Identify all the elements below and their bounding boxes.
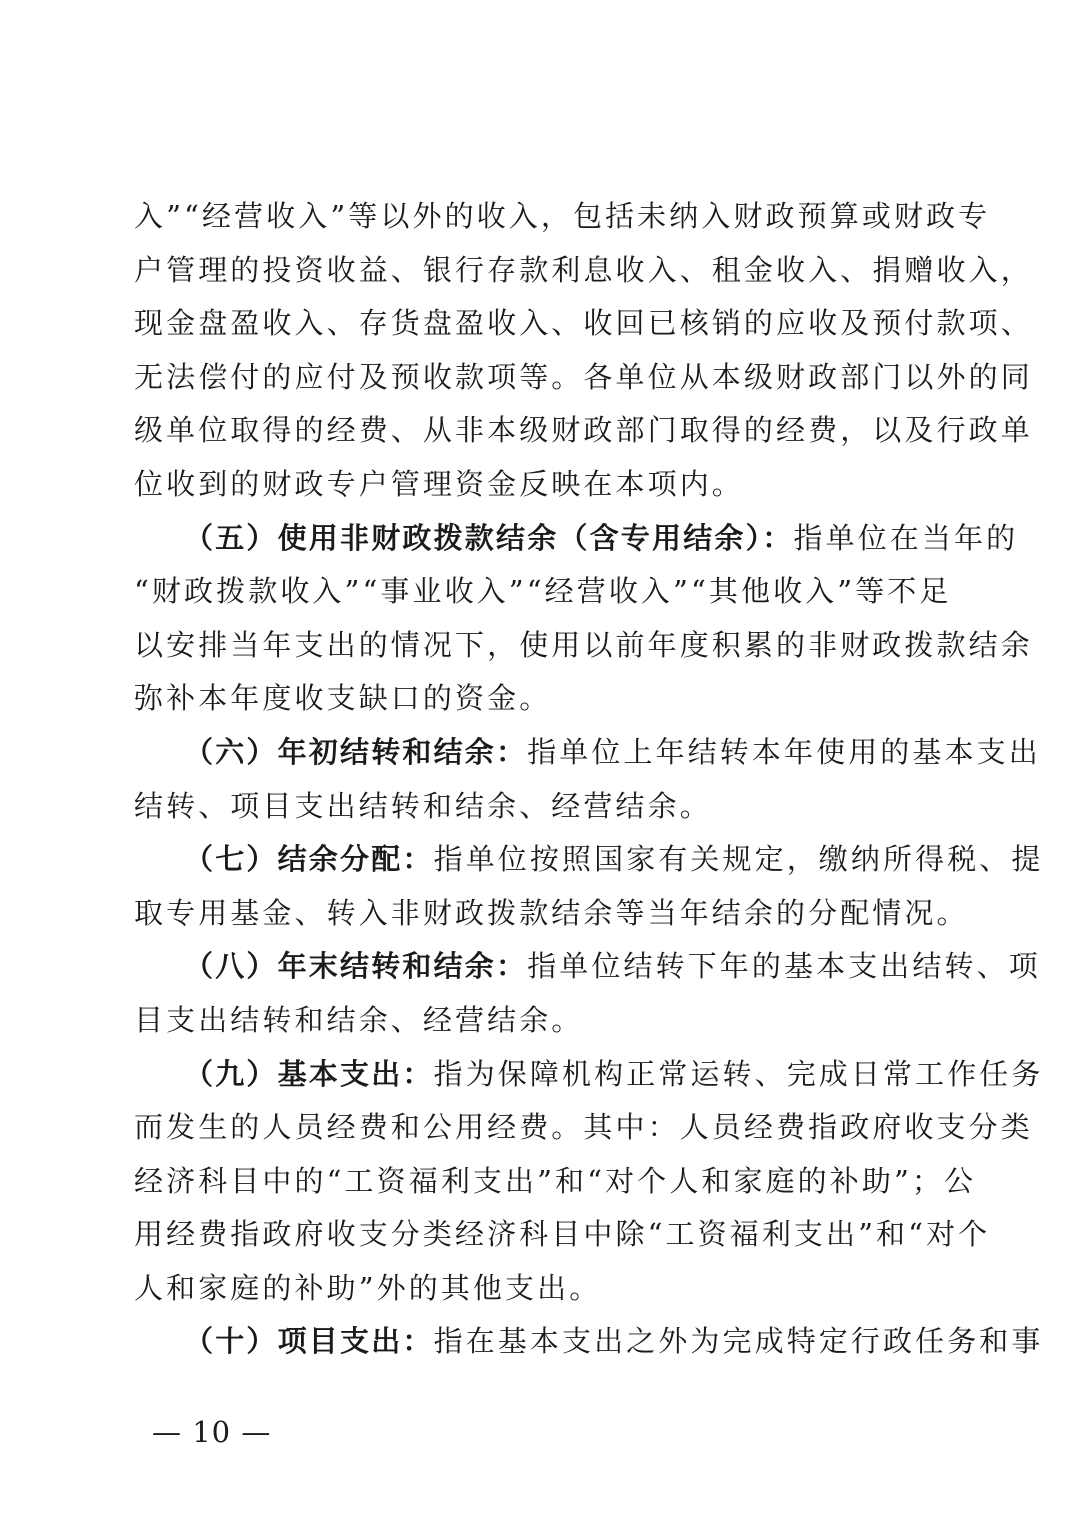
term-heading: （六）年初结转和结余： [184, 734, 528, 769]
body-line: 户管理的投资收益、银行存款利息收入、租金收入、捐赠收入， [134, 252, 1033, 287]
body-text: 指在基本支出之外为完成特定行政任务和事 [433, 1324, 1044, 1359]
body-line: 级单位取得的经费、从非本级财政部门取得的经费，以及行政单 [134, 413, 1033, 448]
body-line: 目支出结转和结余、经营结余。 [134, 1002, 584, 1037]
body-line: 人和家庭的补助”外的其他支出。 [134, 1270, 602, 1305]
body-line: 经济科目中的“工资福利支出”和“对个人和家庭的补助”；公 [134, 1163, 977, 1198]
body-line: 而发生的人员经费和公用经费。其中：人员经费指政府收支分类 [134, 1110, 1033, 1145]
body-text: 指为保障机构正常运转、完成日常工作任务 [433, 1056, 1044, 1091]
term-heading: （五）使用非财政拨款结余（含专用结余）： [184, 520, 794, 555]
body-text: 指单位上年结转本年使用的基本支出 [527, 734, 1041, 769]
term-heading: （十）项目支出： [184, 1324, 434, 1359]
body-line: 位收到的财政专户管理资金反映在本项内。 [134, 466, 744, 501]
paragraph-8-first-line [134, 940, 1041, 994]
term-heading: （八）年末结转和结余： [184, 949, 528, 984]
body-line: 弥补本年度收支缺口的资金。 [134, 681, 552, 716]
paragraph-10-first-line [134, 1315, 1044, 1369]
body-line: “财政拨款收入”“事业收入”“经营收入”“其他收入”等不足 [134, 574, 952, 609]
body-line: 无法偿付的应付及预收款项等。各单位从本级财政部门以外的同 [134, 359, 1033, 394]
body-line: 结转、项目支出结转和结余、经营结余。 [134, 788, 712, 823]
body-text: 指单位按照国家有关规定，缴纳所得税、提 [433, 842, 1044, 877]
body-text: 指单位结转下年的基本支出结转、项 [527, 949, 1041, 984]
body-line: 入”“经营收入”等以外的收入，包括未纳入财政预算或财政专 [134, 199, 991, 233]
term-heading: （九）基本支出： [184, 1056, 434, 1091]
body-line: 取专用基金、转入非财政拨款结余等当年结余的分配情况。 [134, 895, 969, 930]
paragraph-6-first-line [134, 726, 1041, 780]
paragraph-9-first-line [134, 1048, 1044, 1102]
page-number: — 10 — [152, 1415, 272, 1449]
paragraph-5-first-line [134, 512, 1019, 566]
body-text: 指单位在当年的 [793, 520, 1019, 555]
body-line: 以安排当年支出的情况下，使用以前年度积累的非财政拨款结余 [134, 627, 1033, 662]
term-heading: （七）结余分配： [184, 842, 434, 877]
paragraph-7-first-line [134, 833, 1044, 887]
document-body [134, 190, 1044, 1369]
body-line: 用经费指政府收支分类经济科目中除“工资福利支出”和“对个 [134, 1217, 991, 1252]
body-line: 现金盘盈收入、存货盘盈收入、收回已核销的应收及预付款项、 [134, 306, 1033, 341]
